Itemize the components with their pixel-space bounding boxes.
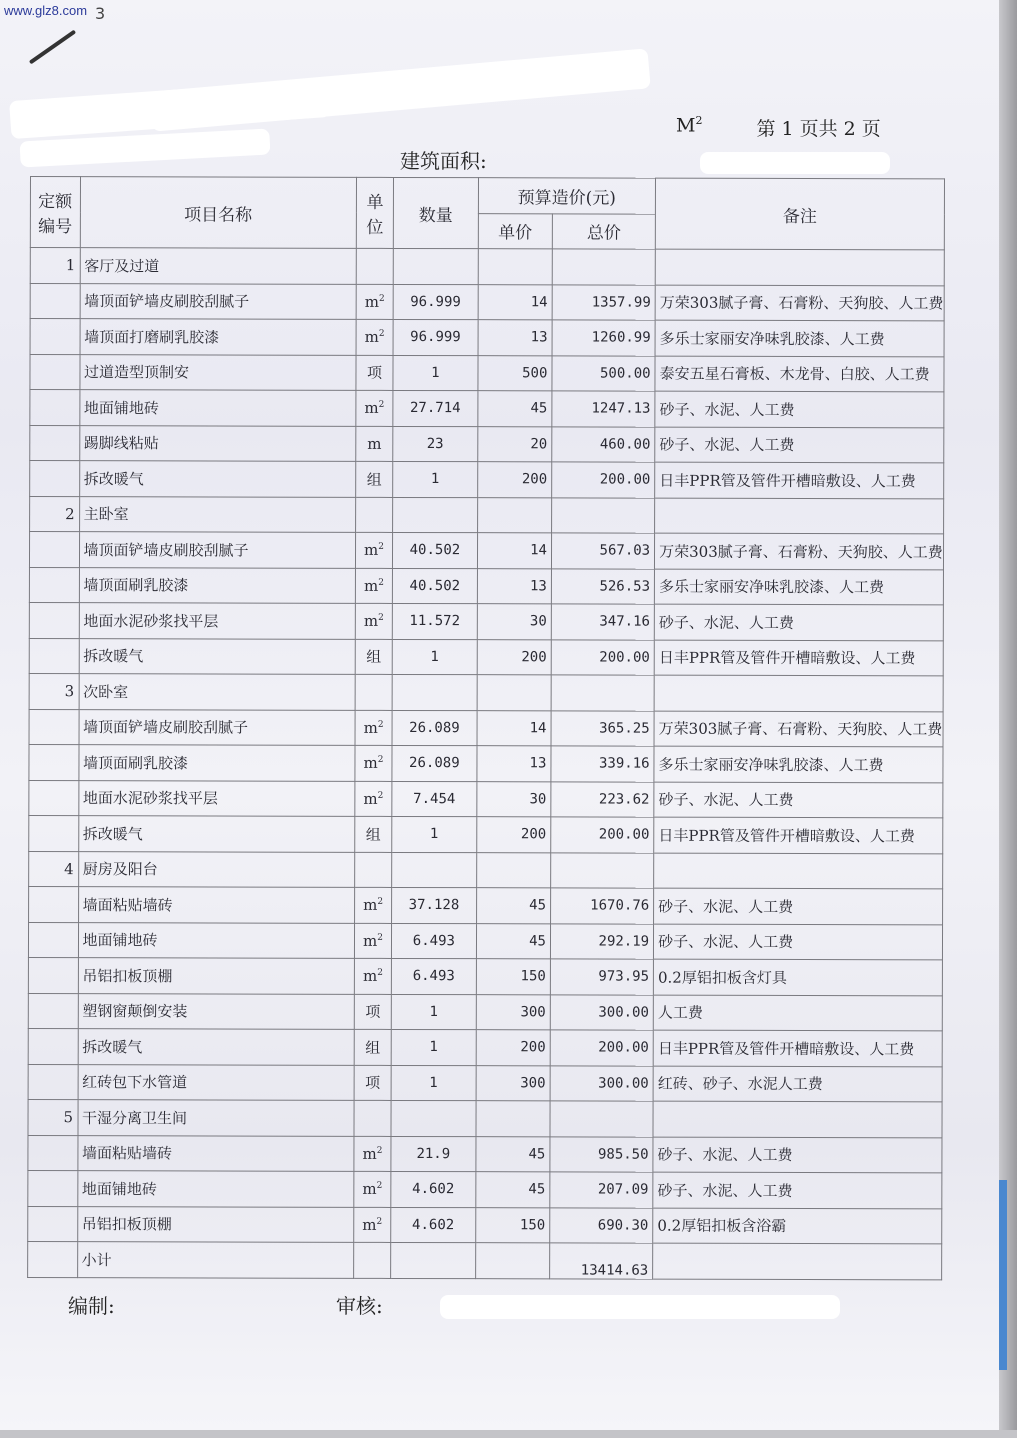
quantity-cell: 26.089	[392, 710, 477, 746]
quantity-cell	[393, 497, 478, 533]
code-cell	[28, 1028, 78, 1064]
section-row	[30, 496, 944, 534]
table-row	[30, 319, 944, 357]
code-cell	[28, 957, 78, 993]
item-name-cell: 墙面粘贴墙砖	[78, 887, 355, 923]
unit-price-cell: 20	[477, 426, 551, 462]
code-cell	[29, 815, 79, 851]
total-price-cell	[550, 1101, 653, 1137]
redaction-block	[700, 152, 890, 174]
unit-cell: $m^2$	[355, 887, 392, 923]
section-row	[29, 673, 943, 711]
unit-price-cell: 45	[476, 888, 550, 924]
unit-cell: $m^2$	[355, 745, 392, 781]
header-quantity: 数量	[393, 177, 478, 248]
section-row	[29, 851, 943, 889]
note-cell: 万荣303腻子膏、石膏粉、天狗胶、人工费	[655, 285, 944, 321]
prepared-by-label: 编制:	[68, 1294, 115, 1318]
item-name-cell: 红砖包下水管道	[78, 1064, 355, 1100]
code-cell: 1	[30, 248, 80, 284]
unit-cell	[356, 248, 393, 284]
total-price-cell: 690.30	[550, 1207, 653, 1243]
table-row	[28, 993, 942, 1031]
code-cell	[29, 567, 79, 603]
unit-cell	[354, 1100, 391, 1136]
table-body	[28, 248, 945, 1280]
building-area-label: 建筑面积:	[400, 149, 487, 173]
note-cell	[653, 1243, 942, 1279]
quantity-cell	[391, 1100, 476, 1136]
page-header-info	[676, 114, 881, 141]
code-cell	[28, 922, 78, 958]
unit-price-cell: 150	[476, 959, 550, 995]
note-cell: 砂子、水泥、人工费	[653, 1137, 942, 1173]
code-cell	[29, 780, 79, 816]
note-cell	[653, 1101, 942, 1137]
total-price-cell: 200.00	[550, 1030, 653, 1066]
unit-cell	[354, 1242, 391, 1278]
table-row	[29, 709, 943, 747]
item-name-cell: 地面水泥砂浆找平层	[78, 780, 355, 816]
table-row	[29, 638, 943, 676]
table-row	[29, 532, 943, 570]
item-name-cell: 地面铺地砖	[78, 922, 355, 958]
unit-cell: 组	[355, 816, 392, 852]
item-name-cell: 地面铺地砖	[77, 1171, 354, 1207]
table-row	[29, 886, 943, 924]
item-name-cell: 厨房及阳台	[78, 851, 355, 887]
quantity-cell: 23	[393, 426, 478, 462]
unit-price-cell: 200	[476, 817, 550, 853]
unit-price-cell: 300	[476, 994, 550, 1030]
item-name-cell: 客厅及过道	[80, 248, 357, 284]
subtotal-row	[28, 1241, 942, 1279]
note-cell: 泰安五星石膏板、木龙骨、白胶、人工费	[655, 356, 944, 392]
item-name-cell: 墙面粘贴墙砖	[77, 1135, 354, 1171]
total-price-cell: 13414.63	[550, 1243, 653, 1279]
redaction-block	[440, 1295, 840, 1319]
unit-price-cell: 45	[478, 391, 552, 427]
note-cell: 砂子、水泥、人工费	[654, 782, 943, 818]
item-name-cell: 拆改暖气	[79, 461, 356, 497]
code-cell	[29, 744, 79, 780]
unit-price-cell: 13	[477, 746, 551, 782]
code-cell: 5	[28, 1099, 78, 1135]
item-name-cell: 墙顶面铲墙皮刷胶刮腻子	[79, 532, 356, 568]
unit-cell: $m^2$	[354, 1171, 391, 1207]
unit-price-cell	[476, 1101, 550, 1137]
total-price-cell: 200.00	[551, 639, 654, 675]
header-unit: 单 位	[356, 177, 393, 248]
unit-cell: $m^2$	[354, 923, 391, 959]
item-name-cell: 小计	[77, 1242, 354, 1278]
note-cell: 日丰PPR管及管件开槽暗敷设、人工费	[654, 640, 943, 676]
unit-price-cell: 45	[476, 923, 550, 959]
code-cell	[29, 886, 79, 922]
total-price-cell: 292.19	[550, 923, 653, 959]
item-name-cell: 主卧室	[79, 496, 356, 532]
note-cell: 砂子、水泥、人工费	[654, 888, 943, 924]
item-name-cell: 墙顶面打磨刷乳胶漆	[80, 319, 357, 355]
quantity-cell: 27.714	[393, 390, 478, 426]
total-price-cell: 526.53	[551, 568, 654, 604]
table-row	[29, 780, 943, 818]
unit-cell: $m^2$	[354, 1207, 391, 1243]
unit-price-cell: 30	[476, 781, 550, 817]
code-cell	[30, 319, 80, 355]
unit-price-cell: 200	[477, 462, 551, 498]
reviewed-by-label: 审核:	[336, 1294, 383, 1318]
note-cell	[654, 853, 943, 889]
total-price-cell: 200.00	[552, 462, 655, 498]
unit-cell	[355, 674, 392, 710]
note-cell: 日丰PPR管及管件开槽暗敷设、人工费	[654, 817, 943, 853]
code-cell	[30, 390, 80, 426]
total-price-cell	[551, 675, 654, 711]
note-cell: 万荣303腻子膏、石膏粉、天狗胶、人工费	[655, 533, 944, 569]
total-price-cell: 1247.13	[552, 391, 655, 427]
total-price-cell: 300.00	[550, 1065, 653, 1101]
code-cell	[28, 993, 78, 1029]
watermark-text: www.glz8.com	[4, 3, 88, 18]
table-row	[28, 922, 942, 960]
item-name-cell: 吊铝扣板顶棚	[77, 1206, 354, 1242]
quantity-cell: 1	[393, 461, 478, 497]
table-row	[29, 815, 943, 853]
quantity-cell: 1	[392, 816, 477, 852]
unit-price-cell: 13	[477, 568, 551, 604]
code-cell	[28, 1135, 78, 1171]
note-cell: 万荣303腻子膏、石膏粉、天狗胶、人工费	[654, 711, 943, 747]
code-cell	[29, 638, 79, 674]
quantity-cell: 11.572	[392, 603, 477, 639]
total-price-cell: 347.16	[551, 604, 654, 640]
table-row	[28, 1206, 942, 1244]
code-cell: 2	[30, 496, 80, 532]
item-name-cell: 吊铝扣板顶棚	[78, 958, 355, 994]
unit-cell	[355, 852, 392, 888]
quantity-cell: 1	[391, 994, 476, 1030]
total-price-cell: 365.25	[551, 710, 654, 746]
unit-price-cell	[478, 249, 552, 285]
area-unit: $M^2$	[676, 114, 703, 137]
quantity-cell	[391, 1242, 476, 1278]
unit-cell: m	[356, 426, 393, 462]
code-cell	[29, 532, 79, 568]
code-cell: 4	[29, 851, 79, 887]
unit-price-cell: 30	[477, 604, 551, 640]
quantity-cell: 40.502	[393, 532, 478, 568]
header-total-price: 总价	[552, 213, 655, 249]
unit-cell: 组	[355, 639, 392, 675]
note-cell: 多乐士家丽安净味乳胶漆、人工费	[655, 320, 944, 356]
unit-price-cell	[475, 1243, 549, 1279]
code-cell	[28, 1241, 78, 1277]
blue-folder-edge	[999, 1180, 1007, 1370]
table-row	[30, 425, 944, 463]
unit-price-cell	[477, 675, 551, 711]
unit-cell: $m^2$	[356, 319, 393, 355]
table-row	[30, 390, 944, 428]
total-price-cell: 1260.99	[552, 320, 655, 356]
quantity-cell: 6.493	[392, 923, 477, 959]
quantity-cell: 21.9	[391, 1136, 476, 1172]
header-code: 定额 编号	[30, 177, 80, 248]
header-item-name: 项目名称	[80, 177, 357, 249]
total-price-cell: 460.00	[552, 426, 655, 462]
item-name-cell: 地面水泥砂浆找平层	[79, 603, 356, 639]
code-cell	[30, 354, 80, 390]
table-row	[30, 461, 944, 499]
table-row	[28, 1170, 942, 1208]
note-cell	[654, 675, 943, 711]
note-cell: 0.2厚铝扣板含浴霸	[653, 1208, 942, 1244]
total-price-cell: 223.62	[551, 781, 654, 817]
unit-price-cell: 45	[476, 1136, 550, 1172]
total-price-cell: 1357.99	[552, 284, 655, 320]
note-cell	[655, 249, 944, 285]
table-row	[30, 354, 944, 392]
table-row	[29, 567, 943, 605]
unit-cell: $m^2$	[355, 568, 392, 604]
unit-cell	[356, 497, 393, 533]
page-bottom-edge	[0, 1430, 1017, 1438]
unit-cell: $m^2$	[355, 781, 392, 817]
quantity-cell	[393, 248, 478, 284]
total-price-cell: 300.00	[550, 994, 653, 1030]
item-name-cell: 拆改暖气	[79, 638, 356, 674]
code-cell	[30, 283, 80, 319]
code-cell	[29, 709, 79, 745]
note-cell: 砂子、水泥、人工费	[654, 604, 943, 640]
unit-price-cell	[477, 497, 551, 533]
total-price-cell: 200.00	[551, 817, 654, 853]
item-name-cell: 拆改暖气	[78, 1029, 355, 1065]
quantity-cell: 4.602	[391, 1207, 476, 1243]
table-row	[29, 602, 943, 640]
quantity-cell: 96.999	[393, 319, 478, 355]
note-cell: 日丰PPR管及管件开槽暗敷设、人工费	[655, 462, 944, 498]
unit-cell: 组	[356, 461, 393, 497]
note-cell: 多乐士家丽安净味乳胶漆、人工费	[654, 569, 943, 605]
unit-price-cell: 14	[478, 284, 552, 320]
item-name-cell: 墙顶面铲墙皮刷胶刮腻子	[80, 283, 357, 319]
header-unit-price: 单价	[478, 213, 552, 249]
unit-cell: $m^2$	[355, 603, 392, 639]
header-budget-cost: 预算造价(元)	[478, 178, 656, 214]
note-cell: 砂子、水泥、人工费	[653, 1172, 942, 1208]
unit-cell: $m^2$	[356, 390, 393, 426]
code-cell: 3	[29, 673, 79, 709]
total-price-cell: 985.50	[550, 1136, 653, 1172]
unit-price-cell: 500	[478, 355, 552, 391]
unit-price-cell	[476, 852, 550, 888]
section-row	[30, 248, 944, 286]
code-cell	[28, 1064, 78, 1100]
item-name-cell: 墙顶面铲墙皮刷胶刮腻子	[79, 709, 356, 745]
note-cell: 红砖、砂子、水泥人工费	[653, 1066, 942, 1102]
unit-price-cell: 300	[476, 1065, 550, 1101]
note-cell: 多乐士家丽安净味乳胶漆、人工费	[654, 746, 943, 782]
unit-cell: $m^2$	[355, 532, 392, 568]
quantity-cell: 1	[392, 639, 477, 675]
quantity-cell: 26.089	[392, 745, 477, 781]
code-cell	[29, 602, 79, 638]
total-price-cell: 500.00	[552, 355, 655, 391]
item-name-cell: 地面铺地砖	[79, 390, 356, 426]
total-price-cell: 1670.76	[550, 888, 653, 924]
quantity-cell	[392, 852, 477, 888]
total-price-cell: 339.16	[551, 746, 654, 782]
code-cell	[30, 461, 80, 497]
quantity-cell: 7.454	[392, 781, 477, 817]
item-name-cell: 墙顶面刷乳胶漆	[78, 745, 355, 781]
unit-cell: 项	[354, 1065, 391, 1101]
unit-cell: 项	[356, 355, 393, 391]
total-price-cell: 567.03	[551, 533, 654, 569]
unit-cell: 组	[354, 1029, 391, 1065]
unit-cell: $m^2$	[356, 284, 393, 320]
item-name-cell: 墙顶面刷乳胶漆	[79, 567, 356, 603]
unit-price-cell: 13	[478, 320, 552, 356]
note-cell: 砂子、水泥、人工费	[655, 427, 944, 463]
section-row	[28, 1099, 942, 1137]
unit-price-cell: 200	[476, 1030, 550, 1066]
total-price-cell: 973.95	[550, 959, 653, 995]
quantity-cell: 6.493	[391, 958, 476, 994]
unit-price-cell: 14	[477, 533, 551, 569]
item-name-cell: 过道造型顶制安	[79, 354, 356, 390]
code-cell	[30, 425, 80, 461]
unit-price-cell: 45	[475, 1172, 549, 1208]
note-cell: 人工费	[653, 995, 942, 1031]
note-cell: 日丰PPR管及管件开槽暗敷设、人工费	[653, 1030, 942, 1066]
quantity-cell: 1	[393, 355, 478, 391]
quantity-cell: 40.502	[392, 568, 477, 604]
item-name-cell: 干湿分离卫生间	[78, 1100, 355, 1136]
quantity-cell: 37.128	[392, 887, 477, 923]
total-price-cell: 207.09	[550, 1172, 653, 1208]
handwritten-mark: 3	[95, 4, 106, 23]
table-row	[29, 744, 943, 782]
quantity-cell: 96.999	[393, 284, 478, 320]
unit-cell: 项	[354, 994, 391, 1030]
table-row	[28, 1028, 942, 1066]
header-note: 备注	[655, 178, 944, 250]
unit-cell: $m^2$	[354, 958, 391, 994]
note-cell	[655, 498, 944, 534]
quantity-cell: 1	[391, 1065, 476, 1101]
total-price-cell	[552, 249, 655, 285]
table-row	[28, 1064, 942, 1102]
table-row	[28, 1135, 942, 1173]
note-cell: 砂子、水泥、人工费	[655, 391, 944, 427]
unit-cell: $m^2$	[355, 710, 392, 746]
table-row	[30, 283, 944, 321]
note-cell: 0.2厚铝扣板含灯具	[653, 959, 942, 995]
unit-cell: $m^2$	[354, 1136, 391, 1172]
quantity-cell: 1	[391, 1029, 476, 1065]
code-cell	[28, 1170, 78, 1206]
table-row	[28, 957, 942, 995]
note-cell: 砂子、水泥、人工费	[654, 924, 943, 960]
total-price-cell	[551, 852, 654, 888]
budget-table	[27, 176, 945, 1280]
code-cell	[28, 1206, 78, 1242]
total-price-cell	[552, 497, 655, 533]
page-number: 第 1 页共 2 页	[756, 118, 881, 140]
item-name-cell: 塑钢窗颠倒安装	[78, 993, 355, 1029]
quantity-cell	[392, 674, 477, 710]
item-name-cell: 拆改暖气	[78, 816, 355, 852]
unit-price-cell: 150	[475, 1207, 549, 1243]
unit-price-cell: 14	[477, 710, 551, 746]
item-name-cell: 踢脚线粘贴	[79, 425, 356, 461]
item-name-cell: 次卧室	[79, 674, 356, 710]
quantity-cell: 4.602	[391, 1171, 476, 1207]
unit-price-cell: 200	[477, 639, 551, 675]
